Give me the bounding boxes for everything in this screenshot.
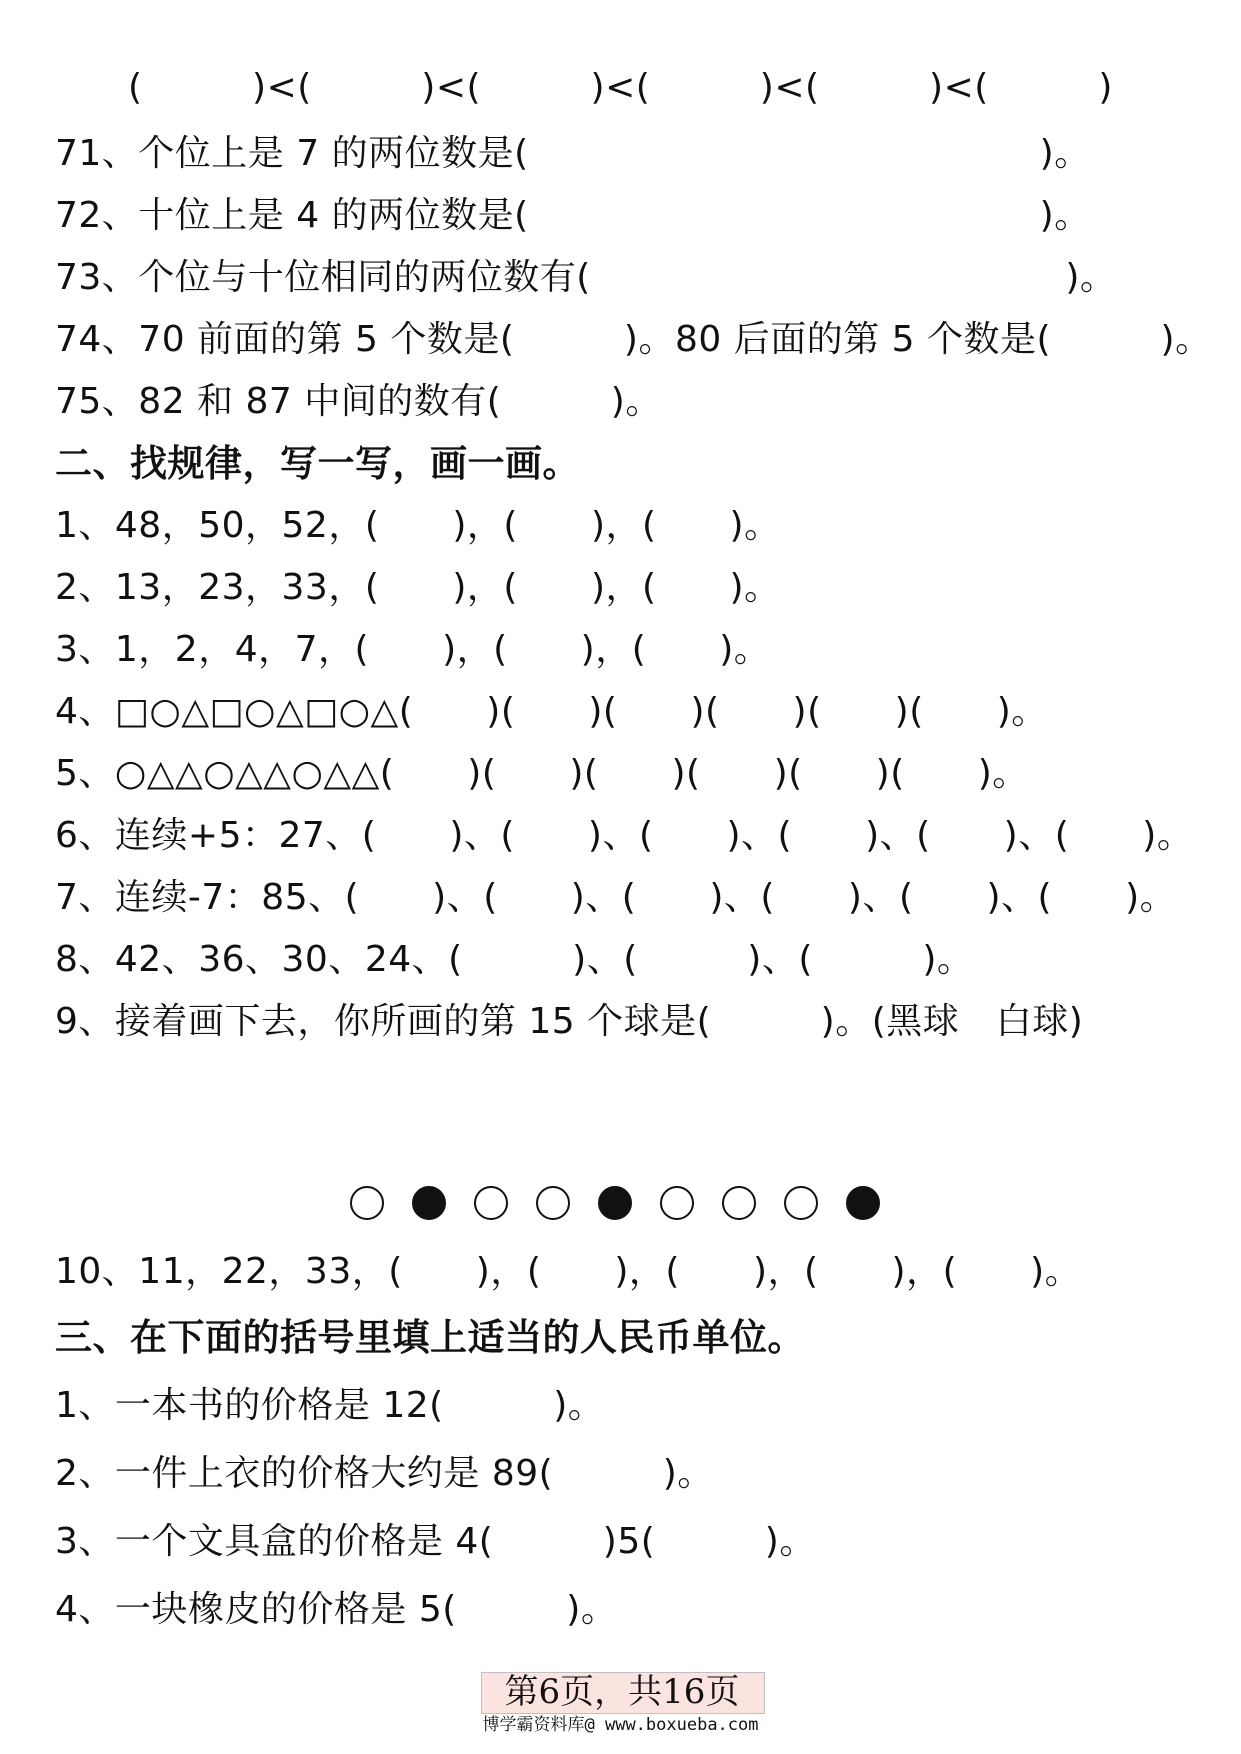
section-3-heading: 三、在下面的括号里填上适当的人民币单位。 <box>55 1316 805 1359</box>
ball-2 <box>412 1186 446 1220</box>
question-72: 72、十位上是 4 的两位数是( )。 <box>55 195 1091 236</box>
ball-3 <box>474 1186 508 1220</box>
ball-6 <box>660 1186 694 1220</box>
pattern-item-8: 8、42、36、30、24、( )、( )、( )。 <box>55 939 974 980</box>
pattern-item-1: 1、48，50，52，( )，( )，( )。 <box>55 505 781 546</box>
question-74: 74、70 前面的第 5 个数是( )。80 后面的第 5 个数是( )。 <box>55 319 1212 360</box>
pattern-item-9: 9、接着画下去，你所画的第 15 个球是( )。(黑球 白球) <box>55 1001 1084 1042</box>
comparison-blanks-line: ( )<( )<( )<( )<( )<( ) <box>55 67 1113 108</box>
ball-4 <box>536 1186 570 1220</box>
ball-7 <box>722 1186 756 1220</box>
pattern-item-7: 7、连续-7：85、( )、( )、( )、( )、( )、( )。 <box>55 877 1177 918</box>
watermark-site: 博学霸资料库@ www.boxueba.com <box>482 1715 759 1735</box>
ball-1 <box>350 1186 384 1220</box>
question-75: 75、82 和 87 中间的数有( )。 <box>55 381 662 422</box>
question-73: 73、个位与十位相同的两位数有( )。 <box>55 257 1117 298</box>
currency-item-4: 4、一块橡皮的价格是 5( )。 <box>55 1589 618 1630</box>
pattern-item-10: 10、11，22，33，( )，( )，( )，( )，( )。 <box>55 1251 1082 1292</box>
page-number: 第6页，共16页 <box>504 1672 740 1712</box>
pattern-item-5: 5、○△△○△△○△△( )( )( )( )( )( )。 <box>55 753 1029 794</box>
ball-9 <box>846 1186 880 1220</box>
ball-5 <box>598 1186 632 1220</box>
pattern-item-2: 2、13，23，33，( )，( )，( )。 <box>55 567 781 608</box>
pattern-item-3: 3、1，2，4，7，( )，( )，( )。 <box>55 629 771 670</box>
currency-item-2: 2、一件上衣的价格大约是 89( )。 <box>55 1453 714 1494</box>
section-2-heading: 二、找规律，写一写，画一画。 <box>55 442 580 485</box>
pattern-item-4: 4、□○△□○△□○△( )( )( )( )( )( )。 <box>55 691 1048 732</box>
pattern-item-6: 6、连续+5：27、( )、( )、( )、( )、( )、( )。 <box>55 815 1194 856</box>
currency-item-1: 1、一本书的价格是 12( )。 <box>55 1385 605 1426</box>
ball-8 <box>784 1186 818 1220</box>
question-71: 71、个位上是 7 的两位数是( )。 <box>55 133 1091 174</box>
ball-sequence <box>350 1178 910 1232</box>
currency-item-3: 3、一个文具盒的价格是 4( )5( )。 <box>55 1521 816 1562</box>
